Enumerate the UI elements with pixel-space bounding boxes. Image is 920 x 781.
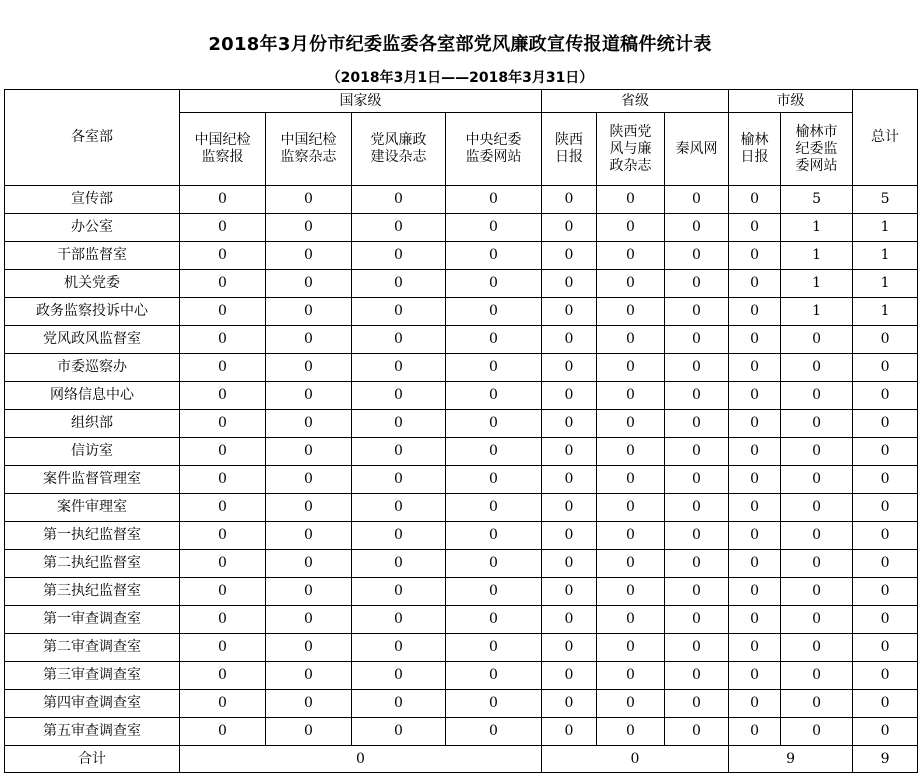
count-cell: 0: [729, 382, 781, 410]
row-total-cell: 0: [853, 718, 918, 746]
count-cell: 0: [542, 690, 597, 718]
count-cell: 0: [352, 522, 446, 550]
department-name: 党风政风监督室: [5, 326, 180, 354]
count-cell: 0: [266, 550, 352, 578]
count-cell: 0: [180, 690, 266, 718]
table-row: [5, 438, 918, 466]
municipal-subtotal: 9: [729, 746, 853, 773]
count-cell: 0: [781, 690, 853, 718]
media-column-header-line: 监察报: [201, 149, 244, 165]
department-name: 干部监督室: [5, 242, 180, 270]
media-column-header: [180, 113, 266, 186]
count-cell: 0: [542, 354, 597, 382]
count-cell: 0: [446, 578, 542, 606]
media-column-header: [729, 113, 781, 186]
media-column-header-line: 日报: [555, 149, 583, 165]
grand-total: 9: [853, 746, 918, 773]
department-name: 第二执纪监督室: [5, 550, 180, 578]
count-cell: 0: [781, 578, 853, 606]
count-cell: 0: [597, 466, 665, 494]
count-cell: 0: [180, 410, 266, 438]
count-cell: 1: [781, 242, 853, 270]
count-cell: 0: [665, 270, 729, 298]
count-cell: 0: [542, 214, 597, 242]
table-row: [5, 410, 918, 438]
count-cell: 0: [665, 382, 729, 410]
department-name: 第四审查调查室: [5, 690, 180, 718]
count-cell: 0: [729, 410, 781, 438]
row-total-cell: 0: [853, 494, 918, 522]
count-cell: 0: [542, 662, 597, 690]
count-cell: 0: [597, 578, 665, 606]
count-cell: 0: [352, 382, 446, 410]
count-cell: 0: [597, 214, 665, 242]
count-cell: 0: [542, 634, 597, 662]
count-cell: 0: [352, 186, 446, 214]
count-cell: 0: [180, 718, 266, 746]
count-cell: 0: [542, 522, 597, 550]
count-cell: 0: [266, 494, 352, 522]
count-cell: 0: [781, 466, 853, 494]
count-cell: 0: [352, 270, 446, 298]
count-cell: 0: [446, 634, 542, 662]
row-total-cell: 0: [853, 606, 918, 634]
count-cell: 0: [729, 578, 781, 606]
count-cell: 0: [542, 606, 597, 634]
count-cell: 0: [729, 662, 781, 690]
table-row: [5, 242, 918, 270]
media-column-header: [781, 113, 853, 186]
count-cell: 0: [729, 634, 781, 662]
table-body: [5, 186, 918, 746]
table-row: [5, 606, 918, 634]
count-cell: 0: [665, 438, 729, 466]
department-name: 第三审查调查室: [5, 662, 180, 690]
media-column-header: [665, 113, 729, 186]
media-column-header-line: 秦风网: [675, 140, 718, 157]
media-column-header-line: 委网站: [795, 157, 838, 174]
count-cell: 0: [729, 550, 781, 578]
count-cell: 0: [446, 494, 542, 522]
row-total-cell: 0: [853, 550, 918, 578]
count-cell: 0: [597, 522, 665, 550]
count-cell: 0: [542, 326, 597, 354]
count-cell: 0: [729, 466, 781, 494]
row-total-cell: 1: [853, 242, 918, 270]
count-cell: 0: [266, 410, 352, 438]
count-cell: 0: [180, 354, 266, 382]
media-column-header-line: 榆林市: [795, 123, 838, 140]
department-name: 宣传部: [5, 186, 180, 214]
table-row: [5, 326, 918, 354]
total-header: 总计: [853, 90, 918, 186]
table-row: [5, 522, 918, 550]
count-cell: 0: [665, 242, 729, 270]
table-row: [5, 298, 918, 326]
count-cell: 0: [781, 550, 853, 578]
count-cell: 0: [352, 298, 446, 326]
count-cell: 0: [180, 466, 266, 494]
table-row: [5, 690, 918, 718]
count-cell: 0: [446, 326, 542, 354]
count-cell: 0: [597, 242, 665, 270]
count-cell: 0: [665, 662, 729, 690]
count-cell: 0: [542, 466, 597, 494]
count-cell: 0: [729, 326, 781, 354]
count-cell: 0: [781, 382, 853, 410]
count-cell: 0: [446, 550, 542, 578]
row-total-cell: 0: [853, 326, 918, 354]
count-cell: 0: [597, 354, 665, 382]
count-cell: 0: [180, 550, 266, 578]
count-cell: 0: [729, 270, 781, 298]
count-cell: 0: [446, 354, 542, 382]
count-cell: 0: [266, 578, 352, 606]
media-column-header: [446, 113, 542, 186]
count-cell: 0: [542, 242, 597, 270]
count-cell: 0: [446, 466, 542, 494]
national-group-header: 国家级: [180, 90, 542, 113]
count-cell: 0: [729, 298, 781, 326]
media-column-header-line: 建设杂志: [370, 149, 427, 165]
row-total-cell: 0: [853, 438, 918, 466]
count-cell: 0: [665, 578, 729, 606]
count-cell: 0: [542, 718, 597, 746]
count-cell: 0: [180, 606, 266, 634]
count-cell: 0: [781, 634, 853, 662]
count-cell: 0: [266, 186, 352, 214]
date-range-subtitle: （2018年3月1日——2018年3月31日）: [326, 70, 594, 86]
count-cell: 0: [781, 718, 853, 746]
count-cell: 0: [352, 690, 446, 718]
row-total-cell: 5: [853, 186, 918, 214]
count-cell: 0: [180, 578, 266, 606]
department-name: 组织部: [5, 410, 180, 438]
table-row: [5, 270, 918, 298]
totals-row: [5, 746, 918, 773]
count-cell: 0: [665, 466, 729, 494]
count-cell: 0: [446, 662, 542, 690]
count-cell: 0: [781, 494, 853, 522]
count-cell: 0: [542, 298, 597, 326]
count-cell: 0: [446, 242, 542, 270]
count-cell: 0: [665, 186, 729, 214]
count-cell: 0: [352, 634, 446, 662]
media-column-header-line: 日报: [740, 149, 769, 165]
count-cell: 0: [266, 382, 352, 410]
count-cell: 0: [597, 270, 665, 298]
count-cell: 0: [542, 438, 597, 466]
count-cell: 0: [597, 662, 665, 690]
media-column-header-line: 陕西: [555, 132, 583, 148]
count-cell: 0: [446, 186, 542, 214]
media-column-header: [352, 113, 446, 186]
department-name: 办公室: [5, 214, 180, 242]
count-cell: 0: [266, 298, 352, 326]
count-cell: 0: [180, 270, 266, 298]
row-total-cell: 0: [853, 690, 918, 718]
count-cell: 0: [266, 466, 352, 494]
count-cell: 0: [781, 438, 853, 466]
count-cell: 0: [180, 298, 266, 326]
count-cell: 0: [266, 270, 352, 298]
count-cell: 0: [266, 634, 352, 662]
media-column-header-line: 中央纪委: [465, 132, 522, 148]
count-cell: 0: [597, 494, 665, 522]
count-cell: 0: [352, 662, 446, 690]
count-cell: 0: [781, 662, 853, 690]
count-cell: 0: [266, 662, 352, 690]
count-cell: 0: [266, 718, 352, 746]
table-row: [5, 382, 918, 410]
count-cell: 0: [665, 326, 729, 354]
count-cell: 5: [781, 186, 853, 214]
count-cell: 0: [266, 606, 352, 634]
count-cell: 0: [446, 382, 542, 410]
count-cell: 0: [446, 270, 542, 298]
count-cell: 0: [542, 382, 597, 410]
media-column-header-line: 中国纪检: [194, 132, 251, 148]
media-column-header-line: 政杂志: [609, 157, 652, 174]
count-cell: 0: [352, 606, 446, 634]
provincial-subtotal: 0: [542, 746, 729, 773]
department-name: 第五审查调查室: [5, 718, 180, 746]
count-cell: 0: [729, 522, 781, 550]
department-name: 信访室: [5, 438, 180, 466]
count-cell: 0: [446, 214, 542, 242]
count-cell: 0: [542, 494, 597, 522]
table-row: [5, 494, 918, 522]
count-cell: 0: [597, 606, 665, 634]
table-row: [5, 634, 918, 662]
count-cell: 0: [352, 214, 446, 242]
count-cell: 1: [781, 270, 853, 298]
department-name: 案件审理室: [5, 494, 180, 522]
count-cell: 0: [665, 494, 729, 522]
table-title: 2018年3月份市纪委监委各室部党风廉政宣传报道稿件统计表: [208, 34, 712, 55]
row-total-cell: 0: [853, 634, 918, 662]
count-cell: 1: [781, 298, 853, 326]
count-cell: 0: [781, 354, 853, 382]
count-cell: 0: [729, 438, 781, 466]
count-cell: 0: [781, 606, 853, 634]
department-name: 第一执纪监督室: [5, 522, 180, 550]
count-cell: 0: [352, 718, 446, 746]
count-cell: 0: [352, 494, 446, 522]
count-cell: 0: [729, 718, 781, 746]
statistics-table: [4, 89, 918, 773]
count-cell: 0: [180, 326, 266, 354]
count-cell: 0: [180, 662, 266, 690]
department-name: 网络信息中心: [5, 382, 180, 410]
count-cell: 0: [446, 438, 542, 466]
count-cell: 0: [665, 410, 729, 438]
department-name: 市委巡察办: [5, 354, 180, 382]
media-column-header: [597, 113, 665, 186]
table-row: [5, 718, 918, 746]
row-total-cell: 1: [853, 270, 918, 298]
count-cell: 0: [665, 690, 729, 718]
category-header-row: [5, 90, 918, 113]
count-cell: 0: [446, 298, 542, 326]
count-cell: 0: [665, 522, 729, 550]
count-cell: 0: [781, 410, 853, 438]
department-name: 政务监察投诉中心: [5, 298, 180, 326]
count-cell: 0: [729, 606, 781, 634]
count-cell: 0: [729, 354, 781, 382]
media-column-header: [266, 113, 352, 186]
count-cell: 0: [542, 270, 597, 298]
count-cell: 0: [266, 690, 352, 718]
count-cell: 0: [597, 718, 665, 746]
count-cell: 0: [729, 242, 781, 270]
table-row: [5, 186, 918, 214]
media-column-header-line: 榆林: [740, 132, 769, 148]
media-column-header: [542, 113, 597, 186]
count-cell: 0: [542, 550, 597, 578]
count-cell: 0: [180, 522, 266, 550]
row-total-cell: 0: [853, 354, 918, 382]
count-cell: 0: [665, 550, 729, 578]
table-row: [5, 550, 918, 578]
count-cell: 0: [542, 186, 597, 214]
count-cell: 0: [266, 242, 352, 270]
count-cell: 0: [597, 298, 665, 326]
row-total-cell: 1: [853, 298, 918, 326]
count-cell: 0: [597, 326, 665, 354]
count-cell: 0: [665, 298, 729, 326]
media-column-header-line: 陕西党: [609, 123, 652, 140]
media-column-header-line: 中国纪检: [280, 132, 337, 148]
department-name: 机关党委: [5, 270, 180, 298]
department-name: 第一审查调查室: [5, 606, 180, 634]
count-cell: 0: [597, 550, 665, 578]
count-cell: 0: [597, 186, 665, 214]
count-cell: 0: [781, 522, 853, 550]
count-cell: 0: [352, 578, 446, 606]
row-total-cell: 1: [853, 214, 918, 242]
row-total-cell: 0: [853, 410, 918, 438]
row-total-cell: 0: [853, 522, 918, 550]
row-total-cell: 0: [853, 466, 918, 494]
count-cell: 0: [352, 550, 446, 578]
totals-label: 合计: [5, 746, 180, 773]
count-cell: 0: [352, 466, 446, 494]
table-row: [5, 214, 918, 242]
count-cell: 0: [446, 718, 542, 746]
count-cell: 0: [266, 354, 352, 382]
count-cell: 0: [352, 438, 446, 466]
table-row: [5, 466, 918, 494]
count-cell: 0: [352, 354, 446, 382]
count-cell: 0: [665, 606, 729, 634]
media-column-header-line: 监委网站: [465, 149, 522, 165]
table-row: [5, 354, 918, 382]
count-cell: 0: [180, 634, 266, 662]
table-row: [5, 578, 918, 606]
count-cell: 1: [781, 214, 853, 242]
count-cell: 0: [446, 522, 542, 550]
count-cell: 0: [266, 522, 352, 550]
count-cell: 0: [597, 382, 665, 410]
national-subtotal: 0: [180, 746, 542, 773]
count-cell: 0: [180, 214, 266, 242]
count-cell: 0: [446, 606, 542, 634]
count-cell: 0: [180, 438, 266, 466]
count-cell: 0: [352, 326, 446, 354]
count-cell: 0: [266, 326, 352, 354]
count-cell: 0: [180, 494, 266, 522]
count-cell: 0: [180, 382, 266, 410]
media-column-header-line: 监察杂志: [280, 149, 337, 165]
department-name: 案件监督管理室: [5, 466, 180, 494]
provincial-group-header: 省级: [542, 90, 729, 113]
department-name: 第三执纪监督室: [5, 578, 180, 606]
media-column-header-line: 风与廉: [609, 140, 652, 157]
row-total-cell: 0: [853, 662, 918, 690]
count-cell: 0: [665, 354, 729, 382]
count-cell: 0: [597, 410, 665, 438]
count-cell: 0: [352, 410, 446, 438]
count-cell: 0: [266, 214, 352, 242]
municipal-group-header: 市级: [729, 90, 853, 113]
count-cell: 0: [446, 690, 542, 718]
table-row: [5, 662, 918, 690]
count-cell: 0: [665, 214, 729, 242]
count-cell: 0: [597, 438, 665, 466]
media-column-header-line: 党风廉政: [370, 132, 427, 148]
count-cell: 0: [665, 634, 729, 662]
row-total-cell: 0: [853, 578, 918, 606]
media-column-header-line: 纪委监: [795, 140, 838, 157]
count-cell: 0: [542, 578, 597, 606]
count-cell: 0: [446, 410, 542, 438]
count-cell: 0: [665, 718, 729, 746]
row-total-cell: 0: [853, 382, 918, 410]
count-cell: 0: [180, 242, 266, 270]
count-cell: 0: [266, 438, 352, 466]
count-cell: 0: [597, 634, 665, 662]
count-cell: 0: [729, 494, 781, 522]
count-cell: 0: [597, 690, 665, 718]
department-name: 第二审查调查室: [5, 634, 180, 662]
count-cell: 0: [781, 326, 853, 354]
count-cell: 0: [729, 186, 781, 214]
count-cell: 0: [729, 214, 781, 242]
count-cell: 0: [729, 690, 781, 718]
count-cell: 0: [542, 410, 597, 438]
department-header: 各室部: [5, 90, 180, 186]
count-cell: 0: [352, 242, 446, 270]
count-cell: 0: [180, 186, 266, 214]
